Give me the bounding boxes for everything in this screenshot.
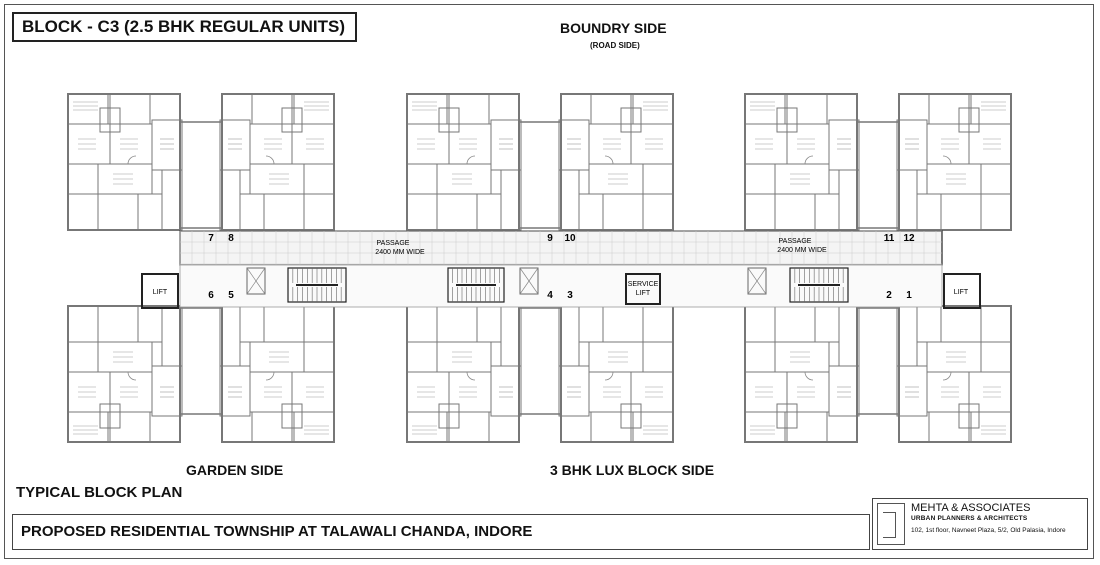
study [745,342,775,372]
firm-title-block [872,498,1088,550]
apartment-unit [745,306,859,442]
passage-width-label: 2400 MM WIDE [375,249,425,256]
wash-area [745,194,775,230]
balcony [449,412,489,442]
apartment-unit [220,94,334,230]
living-room [897,366,927,416]
door-swing [467,372,475,380]
balcony [407,412,447,442]
kitchen [603,306,643,342]
door-swing [128,156,136,164]
door-swing [805,156,813,164]
kitchen [98,306,138,342]
boundary-side-label: BOUNDRY SIDE [560,20,667,36]
store [240,306,264,342]
firm-address: 102, 1st floor, Navneet Plaza, 5/2, Old Palasia, Indore [911,527,1066,534]
balcony [633,94,673,124]
project-title: PROPOSED RESIDENTIAL TOWNSHIP AT TALAWALI CHANDA, INDORE [12,514,870,550]
apartment-unit [897,94,1011,230]
store [815,194,839,230]
balcony [110,412,150,442]
unit-number: 12 [903,233,915,244]
study-link [180,308,222,414]
living-room [220,120,250,170]
unit-number: 8 [228,233,234,244]
balcony [745,412,785,442]
wash-area [745,306,775,342]
store [579,306,603,342]
study [745,164,775,194]
study [407,342,437,372]
balcony [252,412,292,442]
passage-label: PASSAGE [376,240,410,247]
balcony [449,94,489,124]
door-swing [943,156,951,164]
kitchen [264,194,304,230]
study [643,342,673,372]
balcony [110,94,150,124]
store [477,306,501,342]
study-link [857,122,899,228]
building-core [142,231,980,308]
balcony [591,412,631,442]
store [815,306,839,342]
living-room [559,366,589,416]
passage-label: PASSAGE [778,238,812,245]
kitchen [603,194,643,230]
kitchen [98,194,138,230]
unit-outline [745,306,857,442]
unit-number: 11 [883,233,895,244]
apartment-unit [745,94,859,230]
kitchen [264,306,304,342]
door-swing [605,156,613,164]
store [138,194,162,230]
door-swing [605,372,613,380]
kitchen [941,306,981,342]
kitchen [437,306,477,342]
balcony [294,412,334,442]
living-room [491,120,521,170]
study [643,164,673,194]
living-room [491,366,521,416]
balcony [633,412,673,442]
living-room [152,366,182,416]
door-swing [467,156,475,164]
living-room [220,366,250,416]
firm-subtitle: URBAN PLANNERS & ARCHITECTS [911,515,1028,522]
store [917,306,941,342]
balcony [591,94,631,124]
kitchen [437,194,477,230]
lux-block-side-label: 3 BHK LUX BLOCK SIDE [550,462,715,478]
living-room [829,366,859,416]
unit-number: 2 [886,290,892,301]
unit-outline [407,94,519,230]
service-lift-label: SERVICE [627,281,659,288]
kitchen [775,306,815,342]
study-link [180,122,222,228]
apartment-unit [407,94,521,230]
balcony [929,94,969,124]
unit-outline [745,94,857,230]
wash-area [304,194,334,230]
balcony [407,94,447,124]
study-link [519,122,561,228]
apartment-unit [897,306,1011,442]
firm-logo [877,503,905,545]
unit-number: 10 [564,233,576,244]
living-room [829,120,859,170]
wash-area [68,194,98,230]
door-swing [266,372,274,380]
door-swing [266,156,274,164]
living-room [152,120,182,170]
store [579,194,603,230]
apartment-unit [407,306,521,442]
study [304,342,334,372]
unit-outline [561,306,673,442]
study [304,164,334,194]
wash-area [304,306,334,342]
lift-label: LIFT [953,289,969,296]
living-room [897,120,927,170]
study-link [519,308,561,414]
study [407,164,437,194]
plan-heading: TYPICAL BLOCK PLAN [16,484,183,501]
apartment-unit [559,94,673,230]
passage-corridor [180,231,942,265]
apartment-unit [559,306,673,442]
balcony [971,412,1011,442]
balcony [745,94,785,124]
unit-outline [561,94,673,230]
kitchen [775,194,815,230]
unit-outline [222,94,334,230]
wash-area [407,194,437,230]
road-side-label: (ROAD SIDE) [590,41,640,50]
unit-number: 4 [547,290,553,301]
firm-name: MEHTA & ASSOCIATES [911,502,1031,514]
wash-area [981,194,1011,230]
store [240,194,264,230]
unit-number: 7 [208,233,214,244]
apartment-unit [68,306,182,442]
unit-number: 5 [228,290,234,301]
unit-outline [407,306,519,442]
passage-width-label: 2400 MM WIDE [777,247,827,254]
apartment-unit [68,94,182,230]
garden-side-label: GARDEN SIDE [186,462,284,478]
wash-area [981,306,1011,342]
unit-outline [899,94,1011,230]
store [138,306,162,342]
apartment-unit [220,306,334,442]
unit-outline [68,306,180,442]
balcony [787,94,827,124]
door-swing [943,372,951,380]
unit-number: 1 [906,290,912,301]
unit-outline [899,306,1011,442]
wash-area [643,194,673,230]
door-swing [805,372,813,380]
study [981,164,1011,194]
study [68,342,98,372]
kitchen [941,194,981,230]
study-link [857,308,899,414]
balcony [971,94,1011,124]
study [68,164,98,194]
unit-number: 6 [208,290,214,301]
store [477,194,501,230]
unit-number: 9 [547,233,553,244]
service-lift-label: LIFT [635,290,651,297]
block-title: BLOCK - C3 (2.5 BHK REGULAR UNITS) [12,12,357,42]
balcony [68,94,108,124]
unit-number: 3 [567,290,573,301]
unit-outline [68,94,180,230]
living-room [559,120,589,170]
lift-label: LIFT [152,289,168,296]
study [981,342,1011,372]
store [917,194,941,230]
door-swing [128,372,136,380]
balcony [294,94,334,124]
wash-area [407,306,437,342]
wash-area [68,306,98,342]
balcony [68,412,108,442]
balcony [252,94,292,124]
balcony [929,412,969,442]
balcony [787,412,827,442]
wash-area [643,306,673,342]
unit-outline [222,306,334,442]
